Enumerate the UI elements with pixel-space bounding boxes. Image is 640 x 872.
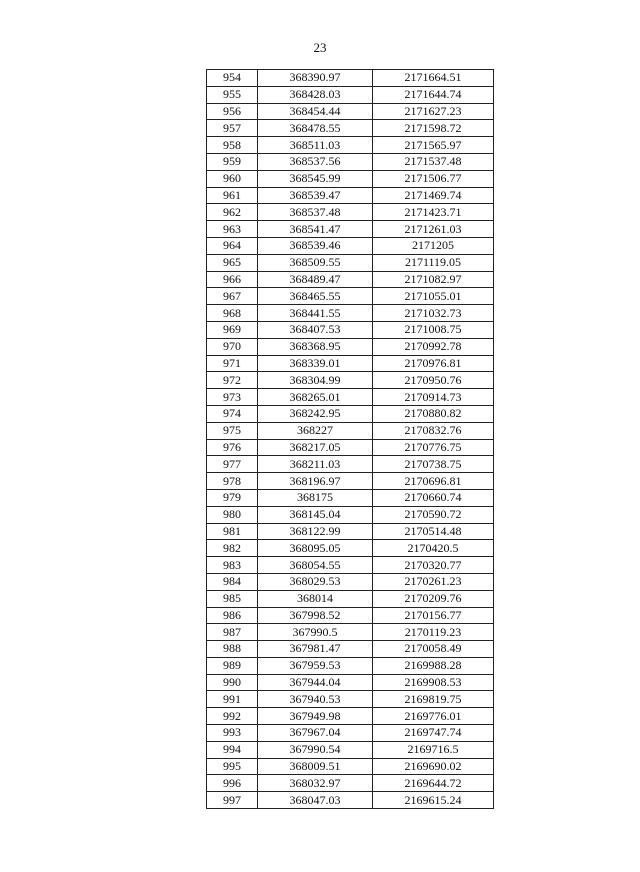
point-number-cell: 980 <box>207 506 258 523</box>
y-coordinate-cell: 2171644.74 <box>373 86 494 103</box>
x-coordinate-cell: 368145.04 <box>258 506 373 523</box>
x-coordinate-cell: 368227 <box>258 422 373 439</box>
x-coordinate-cell: 368175 <box>258 489 373 506</box>
x-coordinate-cell: 368537.56 <box>258 153 373 170</box>
y-coordinate-cell: 2169644.72 <box>373 775 494 792</box>
y-coordinate-cell: 2170156.77 <box>373 607 494 624</box>
y-coordinate-cell: 2170776.75 <box>373 439 494 456</box>
y-coordinate-cell: 2170738.75 <box>373 456 494 473</box>
point-number-cell: 995 <box>207 758 258 775</box>
point-number-cell: 956 <box>207 103 258 120</box>
y-coordinate-cell: 2171537.48 <box>373 153 494 170</box>
table-row <box>207 489 494 506</box>
y-coordinate-cell: 2170992.78 <box>373 338 494 355</box>
x-coordinate-cell: 368539.47 <box>258 187 373 204</box>
y-coordinate-cell: 2171119.05 <box>373 254 494 271</box>
coordinates-table-body <box>207 70 494 809</box>
table-row <box>207 775 494 792</box>
y-coordinate-cell: 2170696.81 <box>373 473 494 490</box>
point-number-cell: 961 <box>207 187 258 204</box>
point-number-cell: 959 <box>207 153 258 170</box>
x-coordinate-cell: 368441.55 <box>258 305 373 322</box>
x-coordinate-cell: 368478.55 <box>258 120 373 137</box>
x-coordinate-cell: 368304.99 <box>258 372 373 389</box>
point-number-cell: 982 <box>207 540 258 557</box>
point-number-cell: 954 <box>207 70 258 87</box>
point-number-cell: 964 <box>207 237 258 254</box>
x-coordinate-cell: 368032.97 <box>258 775 373 792</box>
y-coordinate-cell: 2171205 <box>373 237 494 254</box>
table-row <box>207 86 494 103</box>
y-coordinate-cell: 2170261.23 <box>373 573 494 590</box>
point-number-cell: 975 <box>207 422 258 439</box>
x-coordinate-cell: 368211.03 <box>258 456 373 473</box>
x-coordinate-cell: 368390.97 <box>258 70 373 87</box>
point-number-cell: 960 <box>207 170 258 187</box>
y-coordinate-cell: 2171032.73 <box>373 305 494 322</box>
x-coordinate-cell: 368029.53 <box>258 573 373 590</box>
point-number-cell: 988 <box>207 641 258 658</box>
y-coordinate-cell: 2169988.28 <box>373 657 494 674</box>
x-coordinate-cell: 368509.55 <box>258 254 373 271</box>
point-number-cell: 987 <box>207 624 258 641</box>
x-coordinate-cell: 368196.97 <box>258 473 373 490</box>
point-number-cell: 965 <box>207 254 258 271</box>
x-coordinate-cell: 368511.03 <box>258 137 373 154</box>
y-coordinate-cell: 2171506.77 <box>373 170 494 187</box>
table-row <box>207 624 494 641</box>
point-number-cell: 974 <box>207 405 258 422</box>
y-coordinate-cell: 2171082.97 <box>373 271 494 288</box>
point-number-cell: 986 <box>207 607 258 624</box>
x-coordinate-cell: 368428.03 <box>258 86 373 103</box>
table-row <box>207 389 494 406</box>
y-coordinate-cell: 2170832.76 <box>373 422 494 439</box>
y-coordinate-cell: 2169908.53 <box>373 674 494 691</box>
x-coordinate-cell: 367940.53 <box>258 691 373 708</box>
x-coordinate-cell: 368407.53 <box>258 321 373 338</box>
point-number-cell: 994 <box>207 741 258 758</box>
x-coordinate-cell: 368339.01 <box>258 355 373 372</box>
point-number-cell: 989 <box>207 657 258 674</box>
x-coordinate-cell: 367949.98 <box>258 708 373 725</box>
point-number-cell: 985 <box>207 590 258 607</box>
y-coordinate-cell: 2171008.75 <box>373 321 494 338</box>
table-row <box>207 523 494 540</box>
table-row <box>207 641 494 658</box>
point-number-cell: 991 <box>207 691 258 708</box>
table-row <box>207 573 494 590</box>
point-number-cell: 962 <box>207 204 258 221</box>
table-row <box>207 506 494 523</box>
x-coordinate-cell: 367998.52 <box>258 607 373 624</box>
table-row <box>207 456 494 473</box>
y-coordinate-cell: 2170119.23 <box>373 624 494 641</box>
x-coordinate-cell: 368242.95 <box>258 405 373 422</box>
x-coordinate-cell: 368368.95 <box>258 338 373 355</box>
y-coordinate-cell: 2170420.5 <box>373 540 494 557</box>
y-coordinate-cell: 2170590.72 <box>373 506 494 523</box>
y-coordinate-cell: 2170514.48 <box>373 523 494 540</box>
table-row <box>207 674 494 691</box>
point-number-cell: 976 <box>207 439 258 456</box>
table-row <box>207 557 494 574</box>
table-row <box>207 204 494 221</box>
y-coordinate-cell: 2170880.82 <box>373 405 494 422</box>
page-number: 23 <box>313 40 327 55</box>
table-row <box>207 473 494 490</box>
x-coordinate-cell: 368539.46 <box>258 237 373 254</box>
point-number-cell: 983 <box>207 557 258 574</box>
table-row <box>207 237 494 254</box>
table-row <box>207 254 494 271</box>
table-row <box>207 288 494 305</box>
table-row <box>207 271 494 288</box>
x-coordinate-cell: 368095.05 <box>258 540 373 557</box>
y-coordinate-cell: 2170950.76 <box>373 372 494 389</box>
table-row <box>207 120 494 137</box>
table-row <box>207 708 494 725</box>
x-coordinate-cell: 368122.99 <box>258 523 373 540</box>
point-number-cell: 957 <box>207 120 258 137</box>
point-number-cell: 967 <box>207 288 258 305</box>
x-coordinate-cell: 368014 <box>258 590 373 607</box>
table-row <box>207 355 494 372</box>
table-row <box>207 725 494 742</box>
y-coordinate-cell: 2170320.77 <box>373 557 494 574</box>
x-coordinate-cell: 367944.04 <box>258 674 373 691</box>
point-number-cell: 978 <box>207 473 258 490</box>
point-number-cell: 996 <box>207 775 258 792</box>
table-row <box>207 372 494 389</box>
point-number-cell: 955 <box>207 86 258 103</box>
y-coordinate-cell: 2171627.23 <box>373 103 494 120</box>
point-number-cell: 984 <box>207 573 258 590</box>
table-row <box>207 70 494 87</box>
y-coordinate-cell: 2170058.49 <box>373 641 494 658</box>
x-coordinate-cell: 367967.04 <box>258 725 373 742</box>
table-row <box>207 439 494 456</box>
table-row <box>207 741 494 758</box>
x-coordinate-cell: 368009.51 <box>258 758 373 775</box>
x-coordinate-cell: 367990.5 <box>258 624 373 641</box>
table-row <box>207 422 494 439</box>
point-number-cell: 979 <box>207 489 258 506</box>
table-row <box>207 607 494 624</box>
table-row <box>207 590 494 607</box>
table-row <box>207 305 494 322</box>
y-coordinate-cell: 2170976.81 <box>373 355 494 372</box>
table-row <box>207 170 494 187</box>
point-number-cell: 977 <box>207 456 258 473</box>
table-row <box>207 187 494 204</box>
point-number-cell: 981 <box>207 523 258 540</box>
table-row <box>207 103 494 120</box>
x-coordinate-cell: 368054.55 <box>258 557 373 574</box>
x-coordinate-cell: 368489.47 <box>258 271 373 288</box>
y-coordinate-cell: 2169615.24 <box>373 792 494 809</box>
y-coordinate-cell: 2171565.97 <box>373 137 494 154</box>
point-number-cell: 990 <box>207 674 258 691</box>
y-coordinate-cell: 2169776.01 <box>373 708 494 725</box>
x-coordinate-cell: 368265.01 <box>258 389 373 406</box>
y-coordinate-cell: 2170914.73 <box>373 389 494 406</box>
x-coordinate-cell: 367981.47 <box>258 641 373 658</box>
table-row <box>207 405 494 422</box>
table-row <box>207 758 494 775</box>
y-coordinate-cell: 2171423.71 <box>373 204 494 221</box>
x-coordinate-cell: 368454.44 <box>258 103 373 120</box>
point-number-cell: 966 <box>207 271 258 288</box>
y-coordinate-cell: 2171469.74 <box>373 187 494 204</box>
x-coordinate-cell: 368537.48 <box>258 204 373 221</box>
table-row <box>207 338 494 355</box>
point-number-cell: 972 <box>207 372 258 389</box>
y-coordinate-cell: 2169747.74 <box>373 725 494 742</box>
y-coordinate-cell: 2171598.72 <box>373 120 494 137</box>
table-row <box>207 540 494 557</box>
point-number-cell: 970 <box>207 338 258 355</box>
x-coordinate-cell: 368217.05 <box>258 439 373 456</box>
y-coordinate-cell: 2170660.74 <box>373 489 494 506</box>
y-coordinate-cell: 2171664.51 <box>373 70 494 87</box>
y-coordinate-cell: 2169690.02 <box>373 758 494 775</box>
x-coordinate-cell: 368545.99 <box>258 170 373 187</box>
point-number-cell: 993 <box>207 725 258 742</box>
point-number-cell: 969 <box>207 321 258 338</box>
table-row <box>207 792 494 809</box>
x-coordinate-cell: 368047.03 <box>258 792 373 809</box>
point-number-cell: 992 <box>207 708 258 725</box>
table-row <box>207 657 494 674</box>
point-number-cell: 971 <box>207 355 258 372</box>
y-coordinate-cell: 2171261.03 <box>373 221 494 238</box>
coordinates-table <box>206 69 494 809</box>
x-coordinate-cell: 368541.47 <box>258 221 373 238</box>
table-row <box>207 137 494 154</box>
table-row <box>207 321 494 338</box>
table-row <box>207 691 494 708</box>
point-number-cell: 963 <box>207 221 258 238</box>
x-coordinate-cell: 368465.55 <box>258 288 373 305</box>
y-coordinate-cell: 2170209.76 <box>373 590 494 607</box>
y-coordinate-cell: 2169819.75 <box>373 691 494 708</box>
point-number-cell: 968 <box>207 305 258 322</box>
y-coordinate-cell: 2169716.5 <box>373 741 494 758</box>
point-number-cell: 997 <box>207 792 258 809</box>
y-coordinate-cell: 2171055.01 <box>373 288 494 305</box>
table-row <box>207 153 494 170</box>
x-coordinate-cell: 367959.53 <box>258 657 373 674</box>
x-coordinate-cell: 367990.54 <box>258 741 373 758</box>
table-row <box>207 221 494 238</box>
point-number-cell: 958 <box>207 137 258 154</box>
point-number-cell: 973 <box>207 389 258 406</box>
